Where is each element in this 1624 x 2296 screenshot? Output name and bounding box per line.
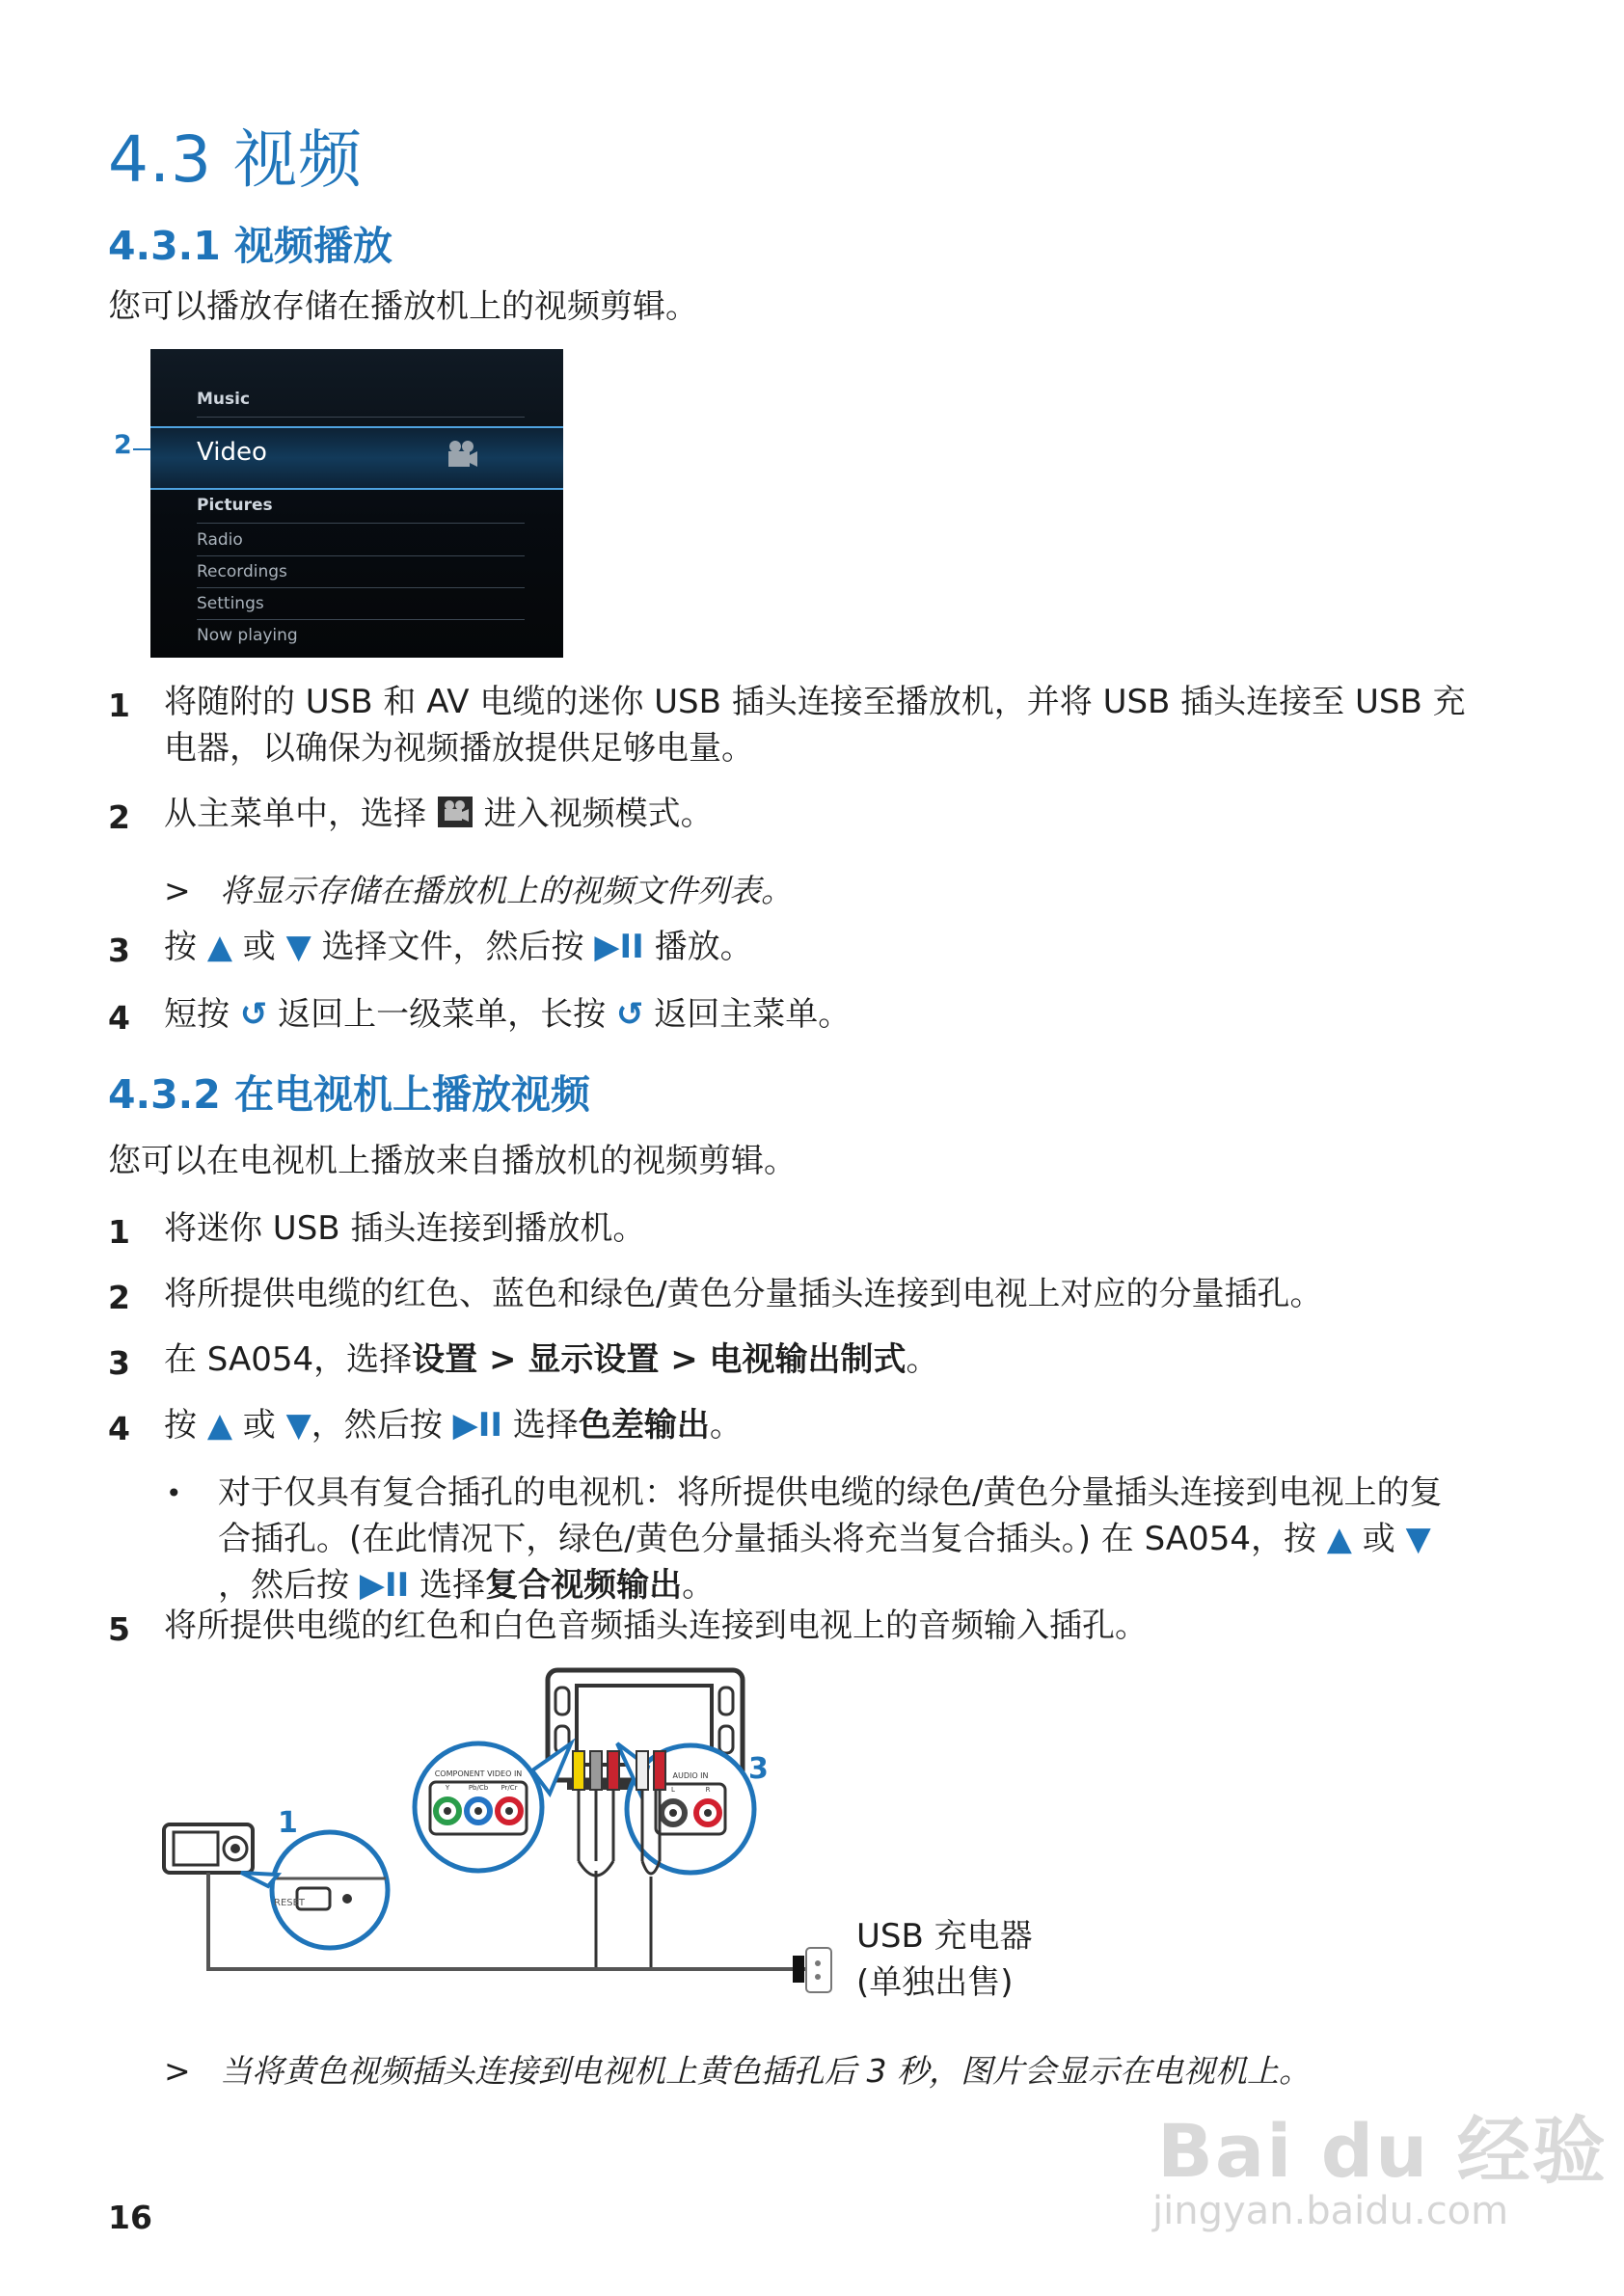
usb-charger-label-line-1: USB 充电器 bbox=[856, 1917, 1033, 1956]
step-3-part: 按 bbox=[164, 928, 197, 966]
tv-step-3-text bbox=[164, 1337, 939, 1383]
audio-in-label: AUDIO IN bbox=[672, 1771, 709, 1780]
step-4-part: 返回上一级菜单，长按 bbox=[278, 995, 607, 1034]
tv-step-3-part: 。 bbox=[906, 1340, 939, 1379]
tv-step-3-part: 在 SA054，选择 bbox=[164, 1340, 413, 1379]
note-part: ，然后按 bbox=[218, 1566, 349, 1605]
step-4-part: 短按 bbox=[164, 995, 230, 1034]
diagram-callout-1: 1 bbox=[278, 1806, 298, 1840]
step-number: 3 bbox=[108, 1344, 130, 1382]
component-pb-label: Pb/Cb bbox=[468, 1784, 489, 1792]
baidu-watermark-url: jingyan.baidu.com bbox=[1152, 2189, 1509, 2233]
audio-r-label: R bbox=[705, 1786, 711, 1794]
usb-charger-label bbox=[856, 1913, 1033, 2006]
tv-step-4-part: 选择 bbox=[512, 1406, 579, 1445]
step-2-result bbox=[164, 866, 793, 911]
tv-result bbox=[164, 2046, 1311, 2092]
component-pr-label: Pr/Cr bbox=[501, 1784, 518, 1792]
down-arrow-icon: ▼ bbox=[285, 1406, 311, 1445]
step-1-text bbox=[164, 679, 1466, 771]
step-4-part: 返回主菜单。 bbox=[654, 995, 852, 1034]
back-icon: ↺ bbox=[239, 995, 268, 1034]
play-pause-icon: ▶II bbox=[452, 1406, 503, 1445]
step-number: 4 bbox=[108, 1410, 130, 1447]
component-video-in-label: COMPONENT VIDEO IN bbox=[434, 1769, 523, 1778]
step-number: 2 bbox=[108, 1279, 130, 1316]
step-1-line-2: 电器，以确保为视频播放提供足够电量。 bbox=[164, 729, 754, 768]
component-jack-closeup bbox=[415, 1743, 571, 1871]
menu-item-pictures: Pictures bbox=[197, 496, 273, 515]
menu-item-now-playing: Now playing bbox=[197, 626, 298, 645]
step-number: 5 bbox=[108, 1610, 130, 1648]
menu-path-settings: 设置 bbox=[412, 1340, 478, 1379]
step-number: 3 bbox=[108, 932, 130, 969]
menu-item-video-selected bbox=[150, 426, 563, 490]
step-3-part: 或 bbox=[242, 928, 276, 966]
component-y-label: Y bbox=[445, 1784, 450, 1792]
menu-item-music: Music bbox=[197, 390, 251, 409]
step-number: 4 bbox=[108, 999, 130, 1037]
page-number: 16 bbox=[108, 2199, 152, 2236]
step-number: 1 bbox=[108, 687, 130, 724]
note-line-1: 对于仅具有复合插孔的电视机：将所提供电缆的绿色/黄色分量插头连接到电视上的复 bbox=[218, 1473, 1443, 1512]
up-arrow-icon: ▲ bbox=[206, 1406, 232, 1445]
bullet-marker: • bbox=[166, 1477, 182, 1509]
menu-item-video: Video bbox=[197, 438, 267, 467]
diagram-callout-3: 3 bbox=[748, 1752, 769, 1786]
step-2-result-text: 将显示存储在播放机上的视频文件列表。 bbox=[220, 872, 793, 909]
step-number: 1 bbox=[108, 1213, 130, 1251]
tv-step-5-text: 将所提供电缆的红色和白色音频插头连接到电视上的音频输入插孔。 bbox=[164, 1607, 1148, 1645]
video-mode-icon bbox=[437, 796, 474, 828]
tv-step-4-part: 按 bbox=[164, 1406, 197, 1445]
menu-callout-number: 2 bbox=[114, 430, 132, 460]
down-arrow-icon: ▼ bbox=[285, 928, 311, 966]
note-line-2 bbox=[218, 1516, 1442, 1562]
play-pause-icon: ▶II bbox=[359, 1566, 410, 1605]
play-pause-icon: ▶II bbox=[594, 928, 644, 966]
tv-step-4-text bbox=[164, 1402, 743, 1448]
menu-item-settings: Settings bbox=[197, 594, 264, 613]
note-part: 合插孔。(在此情况下，绿色/黄色分量插头将充当复合插头。) 在 SA054，按 bbox=[218, 1520, 1316, 1558]
menu-path-tv-output: 电视输出制式 bbox=[709, 1340, 907, 1379]
tv-result-text: 当将黄色视频插头连接到电视机上黄色插孔后 3 秒，图片会显示在电视机上。 bbox=[220, 2052, 1311, 2090]
player-device-icon bbox=[164, 1824, 253, 1873]
back-icon: ↺ bbox=[615, 995, 644, 1034]
subsection-title-video-playback: 4.3.1 视频播放 bbox=[108, 223, 393, 269]
tv-step-2-text: 将所提供电缆的红色、蓝色和绿色/黄色分量插头连接到电视上对应的分量插孔。 bbox=[164, 1275, 1323, 1313]
step-3-text bbox=[164, 924, 753, 970]
menu-item-recordings: Recordings bbox=[197, 562, 287, 581]
step-2-text bbox=[164, 791, 714, 837]
baidu-watermark-logo: Bai du 经验 bbox=[1157, 2108, 1608, 2194]
subsection-title-tv-playback: 4.3.2 在电视机上播放视频 bbox=[108, 1071, 591, 1118]
up-arrow-icon: ▲ bbox=[206, 928, 232, 966]
tv-step-4-part: ，然后按 bbox=[311, 1406, 443, 1445]
usb-charger-label-line-2: (单独出售) bbox=[856, 1963, 1014, 2002]
note-part: 或 bbox=[1362, 1520, 1395, 1558]
menu-path-separator: > bbox=[659, 1340, 710, 1379]
player-port-closeup bbox=[241, 1832, 388, 1948]
result-marker: > bbox=[164, 2052, 191, 2090]
menu-path-display-settings: 显示设置 bbox=[528, 1340, 660, 1379]
note-part: 选择 bbox=[420, 1566, 486, 1605]
menu-item-radio: Radio bbox=[197, 530, 243, 550]
menu-path-separator: > bbox=[477, 1340, 528, 1379]
audio-l-label: L bbox=[671, 1786, 675, 1794]
up-arrow-icon: ▲ bbox=[1326, 1520, 1352, 1558]
intro-text: 您可以播放存储在播放机上的视频剪辑。 bbox=[108, 287, 698, 326]
video-camera-icon bbox=[446, 440, 478, 469]
step-2-text-after: 进入视频模式。 bbox=[483, 795, 714, 833]
usb-charger-icon bbox=[793, 1948, 831, 1992]
step-3-part: 播放。 bbox=[654, 928, 753, 966]
composite-output-option: 复合视频输出 bbox=[485, 1566, 683, 1605]
tv-step-1-text: 将迷你 USB 插头连接到播放机。 bbox=[164, 1209, 646, 1248]
note-part: 。 bbox=[682, 1566, 716, 1605]
result-marker: > bbox=[164, 872, 191, 909]
step-4-text bbox=[164, 991, 851, 1038]
section-title: 4.3 视频 bbox=[108, 122, 363, 197]
step-number: 2 bbox=[108, 798, 130, 836]
component-output-option: 色差输出 bbox=[578, 1406, 710, 1445]
tv-step-4-part: 。 bbox=[709, 1406, 743, 1445]
step-1-line-1: 将随附的 USB 和 AV 电缆的迷你 USB 插头连接至播放机，并将 USB 插头连接至 USB 充 bbox=[164, 683, 1466, 721]
step-3-part: 选择文件，然后按 bbox=[321, 928, 584, 966]
note-line-3 bbox=[218, 1562, 1442, 1608]
reset-label: RESET bbox=[274, 1898, 306, 1908]
step-2-text-before: 从主菜单中，选择 bbox=[164, 795, 426, 833]
tv-step-4-part: 或 bbox=[242, 1406, 276, 1445]
intro-text-tv: 您可以在电视机上播放来自播放机的视频剪辑。 bbox=[108, 1142, 797, 1180]
down-arrow-icon: ▼ bbox=[1405, 1520, 1431, 1558]
composite-tv-note bbox=[218, 1470, 1442, 1608]
player-main-menu-screenshot bbox=[150, 349, 563, 658]
